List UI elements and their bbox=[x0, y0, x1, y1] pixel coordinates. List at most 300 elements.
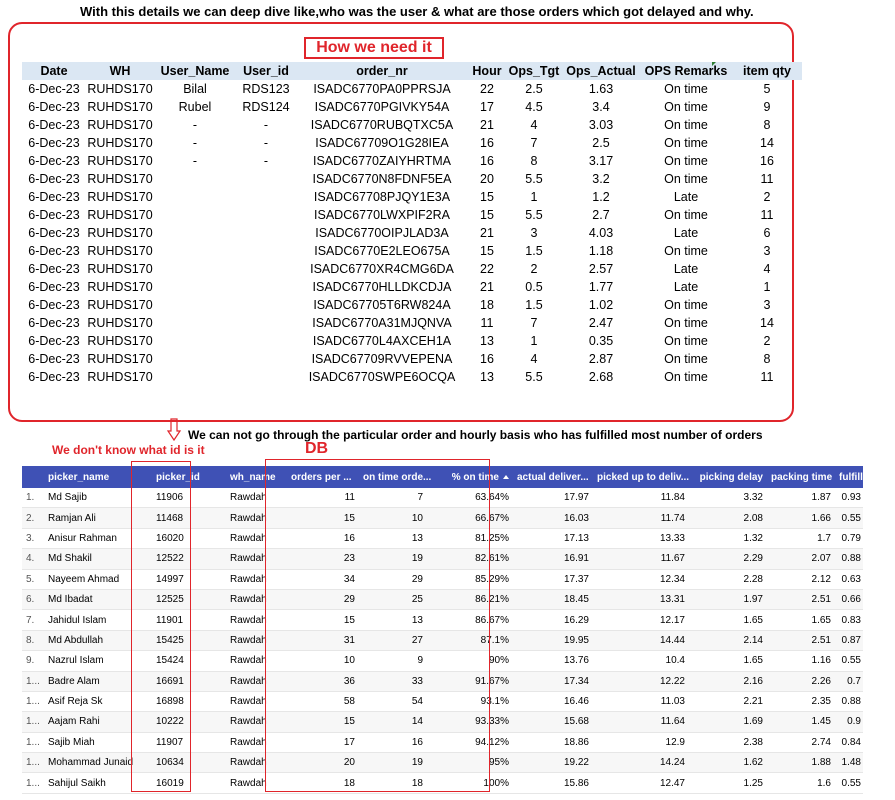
grid-cell: Aajam Rahi bbox=[48, 716, 100, 728]
table-cell: 3.2 bbox=[592, 172, 610, 186]
table-cell: - bbox=[192, 154, 198, 168]
grid-cell: 20 bbox=[343, 757, 355, 769]
table-cell: On time bbox=[664, 298, 708, 312]
table-cell: On time bbox=[664, 100, 708, 114]
grid-cell: 2. bbox=[26, 512, 35, 524]
table-cell: ISADC6770HLLDKCDJA bbox=[312, 280, 452, 294]
table-cell: 6-Dec-23 bbox=[28, 190, 80, 204]
grid-cell: 2.16 bbox=[743, 675, 763, 687]
grid-row[interactable] bbox=[22, 712, 863, 732]
grid-cell: Sahijul Saikh bbox=[48, 777, 106, 789]
grid-cell: Asif Reja Sk bbox=[48, 696, 103, 708]
grid-cell: 0.55 bbox=[841, 777, 861, 789]
table-cell: RUHDS170 bbox=[87, 244, 153, 258]
table-row bbox=[22, 260, 802, 278]
column-header: Hour bbox=[472, 64, 502, 78]
table-cell: ISADC6770LWXPIF2RA bbox=[314, 208, 450, 222]
table-cell: On time bbox=[664, 208, 708, 222]
table-row bbox=[22, 296, 802, 314]
grid-cell: 0.55 bbox=[841, 655, 861, 667]
table-cell: 1.5 bbox=[525, 298, 543, 312]
table-cell: 2.7 bbox=[592, 208, 610, 222]
table-cell: 7 bbox=[530, 136, 538, 150]
grid-row[interactable] bbox=[22, 590, 863, 610]
table-cell: 6-Dec-23 bbox=[28, 118, 80, 132]
grid-cell: 13.76 bbox=[563, 655, 589, 667]
table-cell: 6-Dec-23 bbox=[28, 352, 80, 366]
table-cell: On time bbox=[664, 172, 708, 186]
grid-cell: 12.22 bbox=[659, 675, 685, 687]
table-cell: 9 bbox=[763, 100, 771, 114]
grid-cell: 11.84 bbox=[660, 492, 685, 504]
table-cell: RUHDS170 bbox=[87, 136, 153, 150]
table-cell: On time bbox=[664, 334, 708, 348]
grid-cell: 11907 bbox=[156, 736, 184, 748]
grid-cell: 12.17 bbox=[659, 614, 685, 626]
table-cell: ISADC6770OIPJLAD3A bbox=[315, 226, 449, 240]
grid-cell: Rawdah bbox=[230, 634, 267, 646]
table-cell: RUHDS170 bbox=[87, 370, 153, 384]
top-heading: With this details we can deep dive like,who was the user & what are those orders which got delayed and why. bbox=[80, 4, 754, 19]
table-cell bbox=[236, 206, 296, 224]
grid-cell: 1... bbox=[26, 716, 40, 728]
grid-row[interactable] bbox=[22, 631, 863, 651]
table-cell: 6-Dec-23 bbox=[28, 334, 80, 348]
grid-cell: 81.25% bbox=[475, 532, 509, 544]
grid-cell: Rawdah bbox=[230, 614, 267, 626]
table-cell: RUHDS170 bbox=[87, 316, 153, 330]
table-cell: ISADC67708PJQY1E3A bbox=[313, 190, 451, 204]
grid-cell: 2.08 bbox=[743, 512, 763, 524]
table-cell: RUHDS170 bbox=[87, 172, 153, 186]
table-cell: 5 bbox=[763, 82, 771, 96]
grid-cell: 6. bbox=[26, 594, 35, 606]
grid-row[interactable] bbox=[22, 733, 863, 753]
grid-cell: 1.65 bbox=[743, 614, 763, 626]
table-cell: 6-Dec-23 bbox=[28, 172, 80, 186]
table-row bbox=[22, 350, 802, 368]
grid-cell: 66.67% bbox=[475, 512, 509, 524]
grid-cell: 15424 bbox=[156, 655, 184, 667]
table-cell: 21 bbox=[480, 280, 494, 294]
grid-cell: 27 bbox=[411, 634, 423, 646]
grid-cell: Rawdah bbox=[230, 757, 267, 769]
grid-cell: 18.86 bbox=[563, 736, 589, 748]
grid-cell: Rawdah bbox=[230, 777, 267, 789]
table-cell: 16 bbox=[480, 352, 494, 366]
table-cell: 21 bbox=[480, 226, 494, 240]
grid-cell: 16898 bbox=[156, 696, 184, 708]
grid-row[interactable] bbox=[22, 753, 863, 773]
table-cell: On time bbox=[664, 154, 708, 168]
table-cell bbox=[154, 242, 236, 260]
grid-cell: 0.88 bbox=[841, 696, 861, 708]
grid-column-header[interactable]: picked up to deliv... bbox=[597, 471, 690, 483]
table-cell bbox=[154, 170, 236, 188]
grid-cell: 2.28 bbox=[743, 573, 763, 585]
table-cell: 0.35 bbox=[588, 334, 614, 348]
table-cell: 6-Dec-23 bbox=[28, 244, 80, 258]
grid-cell: 18 bbox=[343, 777, 355, 789]
column-header: Ops_Tgt bbox=[508, 64, 560, 78]
grid-row[interactable] bbox=[22, 488, 863, 508]
table-cell: On time bbox=[664, 352, 708, 366]
table-cell: 13 bbox=[480, 334, 494, 348]
table-cell: 5.5 bbox=[525, 208, 543, 222]
table-cell: Late bbox=[673, 226, 699, 240]
grid-cell: 17.13 bbox=[563, 532, 589, 544]
grid-cell: 1.65 bbox=[811, 614, 831, 626]
table-cell bbox=[236, 260, 296, 278]
grid-column-header[interactable]: picking delay bbox=[699, 471, 763, 483]
grid-cell: 16020 bbox=[156, 532, 184, 544]
grid-cell: 2.51 bbox=[811, 634, 831, 646]
table-cell bbox=[236, 278, 296, 296]
grid-column-header[interactable]: wh_name bbox=[230, 471, 276, 483]
grid-cell: 0.55 bbox=[841, 512, 861, 524]
table-cell: - bbox=[263, 154, 269, 168]
table-cell: 1 bbox=[530, 334, 538, 348]
table-cell: 1.77 bbox=[588, 280, 614, 294]
grid-cell: Md Sajib bbox=[48, 492, 87, 504]
grid-cell: Anisur Rahman bbox=[48, 532, 117, 544]
grid-cell: 1.7 bbox=[817, 532, 831, 544]
grid-cell: 2.26 bbox=[811, 675, 831, 687]
table-cell: On time bbox=[664, 244, 708, 258]
grid-cell: 14997 bbox=[156, 573, 184, 585]
table-cell: 17 bbox=[480, 100, 494, 114]
grid-cell: 1.97 bbox=[743, 594, 763, 606]
table-cell: RUHDS170 bbox=[87, 334, 153, 348]
table-cell: RUHDS170 bbox=[87, 82, 153, 96]
grid-column-header[interactable]: % on time bbox=[427, 472, 513, 483]
grid-cell: Rawdah bbox=[230, 553, 267, 565]
grid-cell: Mohammad Junaid bbox=[48, 757, 134, 769]
grid-row[interactable] bbox=[22, 570, 863, 590]
grid-cell: 12522 bbox=[156, 553, 184, 565]
grid-row[interactable] bbox=[22, 773, 863, 793]
grid-cell: Ramjan Ali bbox=[48, 512, 96, 524]
grid-row[interactable] bbox=[22, 651, 863, 671]
table-cell bbox=[236, 350, 296, 368]
table-cell: 6-Dec-23 bbox=[28, 370, 80, 384]
grid-cell: 1.69 bbox=[743, 716, 763, 728]
grid-cell: Nayeem Ahmad bbox=[48, 573, 120, 585]
grid-cell: 1.87 bbox=[811, 492, 831, 504]
grid-cell: 2.29 bbox=[743, 553, 763, 565]
grid-cell: 14.44 bbox=[659, 634, 685, 646]
grid-cell: 14.24 bbox=[659, 757, 685, 769]
grid-header-row bbox=[22, 466, 874, 488]
grid-cell: 17 bbox=[343, 736, 355, 748]
grid-cell: 16.29 bbox=[563, 614, 589, 626]
table-cell: 2.57 bbox=[588, 262, 614, 276]
table-cell: 3.4 bbox=[592, 100, 610, 114]
table-cell: 15 bbox=[480, 244, 494, 258]
table-cell: 6-Dec-23 bbox=[28, 100, 80, 114]
table-cell: On time bbox=[664, 82, 708, 96]
grid-cell: 1.62 bbox=[743, 757, 763, 769]
table-cell bbox=[236, 188, 296, 206]
table-cell: 6-Dec-23 bbox=[28, 136, 80, 150]
table-cell: On time bbox=[664, 316, 708, 330]
table-cell: - bbox=[263, 136, 269, 150]
table-cell: 13 bbox=[480, 370, 494, 384]
table-row bbox=[22, 134, 802, 152]
grid-cell: 7 bbox=[417, 492, 423, 504]
grid-cell: 16 bbox=[343, 532, 355, 544]
grid-row[interactable] bbox=[22, 610, 863, 630]
table-cell: 0.5 bbox=[525, 280, 543, 294]
table-cell: 16 bbox=[480, 136, 494, 150]
grid-column-header[interactable]: fulfill ... bbox=[839, 471, 874, 483]
table-cell: 6-Dec-23 bbox=[28, 262, 80, 276]
table-cell: 1 bbox=[763, 280, 771, 294]
table-cell: 1.63 bbox=[588, 82, 614, 96]
grid-cell: 19.95 bbox=[563, 634, 589, 646]
table-row bbox=[22, 368, 802, 386]
table-cell: RDS124 bbox=[242, 100, 290, 114]
table-cell: Rubel bbox=[178, 100, 212, 114]
table-cell: 5.5 bbox=[525, 172, 543, 186]
table-row bbox=[22, 224, 802, 242]
comment-marker-icon bbox=[712, 62, 716, 66]
grid-cell: 87.1% bbox=[480, 634, 509, 646]
grid-cell: 13 bbox=[411, 532, 423, 544]
column-header: Date bbox=[40, 64, 68, 78]
grid-cell: 1.6 bbox=[817, 777, 831, 789]
table-cell bbox=[236, 368, 296, 386]
table-cell: 8 bbox=[763, 352, 771, 366]
table-cell bbox=[236, 170, 296, 188]
table-cell: 3 bbox=[530, 226, 538, 240]
grid-row[interactable] bbox=[22, 692, 863, 712]
grid-cell: Jahidul Islam bbox=[48, 614, 107, 626]
grid-column-header[interactable]: picker_name bbox=[48, 471, 110, 483]
grid-column-header[interactable]: orders per ... bbox=[291, 471, 352, 483]
table-cell bbox=[154, 188, 236, 206]
table-cell: 1.02 bbox=[588, 298, 614, 312]
grid-cell: 0.88 bbox=[841, 553, 861, 565]
table-cell: 11 bbox=[760, 208, 774, 222]
grid-cell: 0.63 bbox=[841, 573, 861, 585]
table-row bbox=[22, 80, 802, 98]
grid-cell: 10634 bbox=[156, 757, 184, 769]
grid-cell: Md Abdullah bbox=[48, 634, 104, 646]
grid-cell: 34 bbox=[343, 573, 355, 585]
table-cell: 2 bbox=[763, 190, 771, 204]
grid-cell: 11.67 bbox=[660, 553, 685, 565]
table-row bbox=[22, 206, 802, 224]
grid-cell: 86.21% bbox=[475, 594, 509, 606]
grid-cell: 1.66 bbox=[811, 512, 831, 524]
grid-cell: 0.79 bbox=[841, 532, 861, 544]
grid-row[interactable] bbox=[22, 508, 863, 528]
grid-cell: 15 bbox=[343, 716, 355, 728]
table-cell: 6-Dec-23 bbox=[28, 298, 80, 312]
grid-cell: 95% bbox=[488, 757, 509, 769]
grid-cell: 54 bbox=[411, 696, 423, 708]
grid-cell: 2.12 bbox=[811, 573, 831, 585]
table-row bbox=[22, 278, 802, 296]
grid-cell: Rawdah bbox=[230, 532, 267, 544]
table-cell: - bbox=[192, 118, 198, 132]
table-cell bbox=[236, 242, 296, 260]
table-cell: ISADC6770E2LEO675A bbox=[314, 244, 450, 258]
grid-cell: 16.03 bbox=[563, 512, 589, 524]
table-cell: 3 bbox=[763, 298, 771, 312]
table-cell: 7 bbox=[530, 316, 538, 330]
grid-cell: 15 bbox=[343, 512, 355, 524]
grid-cell: 93.1% bbox=[480, 696, 509, 708]
table-cell: 2.87 bbox=[588, 352, 614, 366]
table-row bbox=[22, 314, 802, 332]
grid-cell: 13 bbox=[411, 614, 423, 626]
table-cell: 2.47 bbox=[588, 316, 614, 330]
grid-column-header[interactable]: actual deliver... bbox=[517, 471, 589, 483]
grid-cell: 0.87 bbox=[841, 634, 861, 646]
grid-cell: 10 bbox=[411, 512, 423, 524]
grid-cell: 9 bbox=[417, 655, 423, 667]
grid-cell: 10222 bbox=[156, 716, 184, 728]
table-cell: ISADC6770PA0PPRSJA bbox=[313, 82, 451, 96]
grid-cell: 29 bbox=[343, 594, 355, 606]
grid-cell: Rawdah bbox=[230, 716, 267, 728]
grid-cell: 1.88 bbox=[811, 757, 831, 769]
grid-cell: Nazrul Islam bbox=[48, 655, 104, 667]
grid-cell: 12.47 bbox=[659, 777, 685, 789]
grid-cell: 18.45 bbox=[563, 594, 589, 606]
grid-cell: 17.34 bbox=[563, 675, 589, 687]
table-cell: 2 bbox=[763, 334, 771, 348]
grid-row[interactable] bbox=[22, 672, 863, 692]
grid-cell: 12.9 bbox=[665, 736, 685, 748]
grid-cell: 11901 bbox=[156, 614, 184, 626]
grid-cell: 16.46 bbox=[563, 696, 589, 708]
table-row bbox=[22, 188, 802, 206]
grid-cell: 31 bbox=[343, 634, 355, 646]
grid-cell: 1... bbox=[26, 757, 40, 769]
grid-cell: 15 bbox=[343, 614, 355, 626]
grid-cell: 1.48 bbox=[841, 757, 861, 769]
table-cell: 2.5 bbox=[592, 136, 610, 150]
grid-cell: 15425 bbox=[156, 634, 184, 646]
grid-cell: 2.14 bbox=[743, 634, 763, 646]
column-header: item qty bbox=[743, 64, 791, 78]
table-cell bbox=[236, 314, 296, 332]
grid-cell: 86.67% bbox=[475, 614, 509, 626]
grid-row[interactable] bbox=[22, 549, 863, 569]
table-cell: 6-Dec-23 bbox=[28, 316, 80, 330]
table-cell: 6-Dec-23 bbox=[28, 154, 80, 168]
grid-cell: 13.31 bbox=[659, 594, 685, 606]
grid-cell: 63.64% bbox=[475, 492, 509, 504]
grid-column-header[interactable]: packing time bbox=[771, 471, 833, 483]
table-cell: RUHDS170 bbox=[87, 280, 153, 294]
table-cell: Late bbox=[673, 190, 699, 204]
table-cell: 20 bbox=[480, 172, 494, 186]
table-cell: ISADC67709RVVEPENA bbox=[311, 352, 453, 366]
grid-cell: 2.51 bbox=[811, 594, 831, 606]
grid-cell: 4. bbox=[26, 553, 35, 565]
table-cell: - bbox=[263, 118, 269, 132]
grid-cell: 11.74 bbox=[660, 512, 685, 524]
table-row bbox=[22, 170, 802, 188]
grid-column-header[interactable]: on time orde... bbox=[363, 471, 432, 483]
grid-cell: 1.16 bbox=[811, 655, 831, 667]
table-cell: RUHDS170 bbox=[87, 262, 153, 276]
table-cell bbox=[154, 314, 236, 332]
table-cell bbox=[154, 332, 236, 350]
grid-cell: 85.29% bbox=[475, 573, 509, 585]
table-cell bbox=[154, 278, 236, 296]
table-cell: 4.5 bbox=[525, 100, 543, 114]
table-cell: On time bbox=[664, 136, 708, 150]
db-picker-table bbox=[22, 466, 874, 794]
table-cell: 22 bbox=[480, 82, 494, 96]
grid-cell: 16.91 bbox=[563, 553, 589, 565]
table-cell: Bilal bbox=[183, 82, 207, 96]
table-cell: On time bbox=[664, 118, 708, 132]
grid-cell: 0.66 bbox=[841, 594, 861, 606]
grid-column-header[interactable]: picker_id bbox=[156, 471, 200, 483]
grid-cell: 1... bbox=[26, 777, 40, 789]
table-cell: ISADC6770XR4CMG6DA bbox=[310, 262, 454, 276]
grid-cell: 15.68 bbox=[563, 716, 589, 728]
table-cell: 11 bbox=[760, 172, 774, 186]
table-row bbox=[22, 152, 802, 170]
table-row bbox=[22, 116, 802, 134]
grid-cell: 0.84 bbox=[841, 736, 861, 748]
table-cell: 1.5 bbox=[525, 244, 543, 258]
table-cell: ISADC67709O1G28IEA bbox=[315, 136, 449, 150]
grid-cell: 0.9 bbox=[847, 716, 861, 728]
table-row bbox=[22, 242, 802, 260]
grid-row[interactable] bbox=[22, 529, 863, 549]
grid-cell: 17.37 bbox=[563, 573, 589, 585]
grid-cell: 1... bbox=[26, 675, 40, 687]
grid-cell: Rawdah bbox=[230, 594, 267, 606]
grid-cell: 3.32 bbox=[743, 492, 763, 504]
table-cell: RUHDS170 bbox=[87, 154, 153, 168]
table-cell: RUHDS170 bbox=[87, 352, 153, 366]
table-cell: 6-Dec-23 bbox=[28, 226, 80, 240]
table-cell bbox=[154, 224, 236, 242]
table-cell: ISADC6770RUBQTXC5A bbox=[310, 118, 454, 132]
grid-cell: Rawdah bbox=[230, 736, 267, 748]
grid-cell: 0.7 bbox=[847, 675, 861, 687]
sort-ascending-icon[interactable] bbox=[503, 475, 509, 479]
table-cell: 1.18 bbox=[588, 244, 614, 258]
table-cell bbox=[236, 332, 296, 350]
grid-cell: 12.34 bbox=[659, 573, 685, 585]
down-arrow-icon bbox=[167, 418, 181, 442]
column-header: WH bbox=[109, 64, 131, 78]
table-cell: 4 bbox=[530, 118, 538, 132]
grid-cell: 2.07 bbox=[811, 553, 831, 565]
grid-cell: Md Ibadat bbox=[48, 594, 93, 606]
table-cell: 11 bbox=[760, 370, 774, 384]
table-cell: 8 bbox=[530, 154, 538, 168]
table-cell bbox=[236, 224, 296, 242]
table-cell: 21 bbox=[480, 118, 494, 132]
grid-cell: 11906 bbox=[156, 492, 184, 504]
grid-cell: Rawdah bbox=[230, 573, 267, 585]
table-cell: 2 bbox=[530, 262, 538, 276]
table-cell: 2.68 bbox=[588, 370, 614, 384]
table-cell: 6-Dec-23 bbox=[28, 280, 80, 294]
table-header-row bbox=[22, 62, 802, 80]
